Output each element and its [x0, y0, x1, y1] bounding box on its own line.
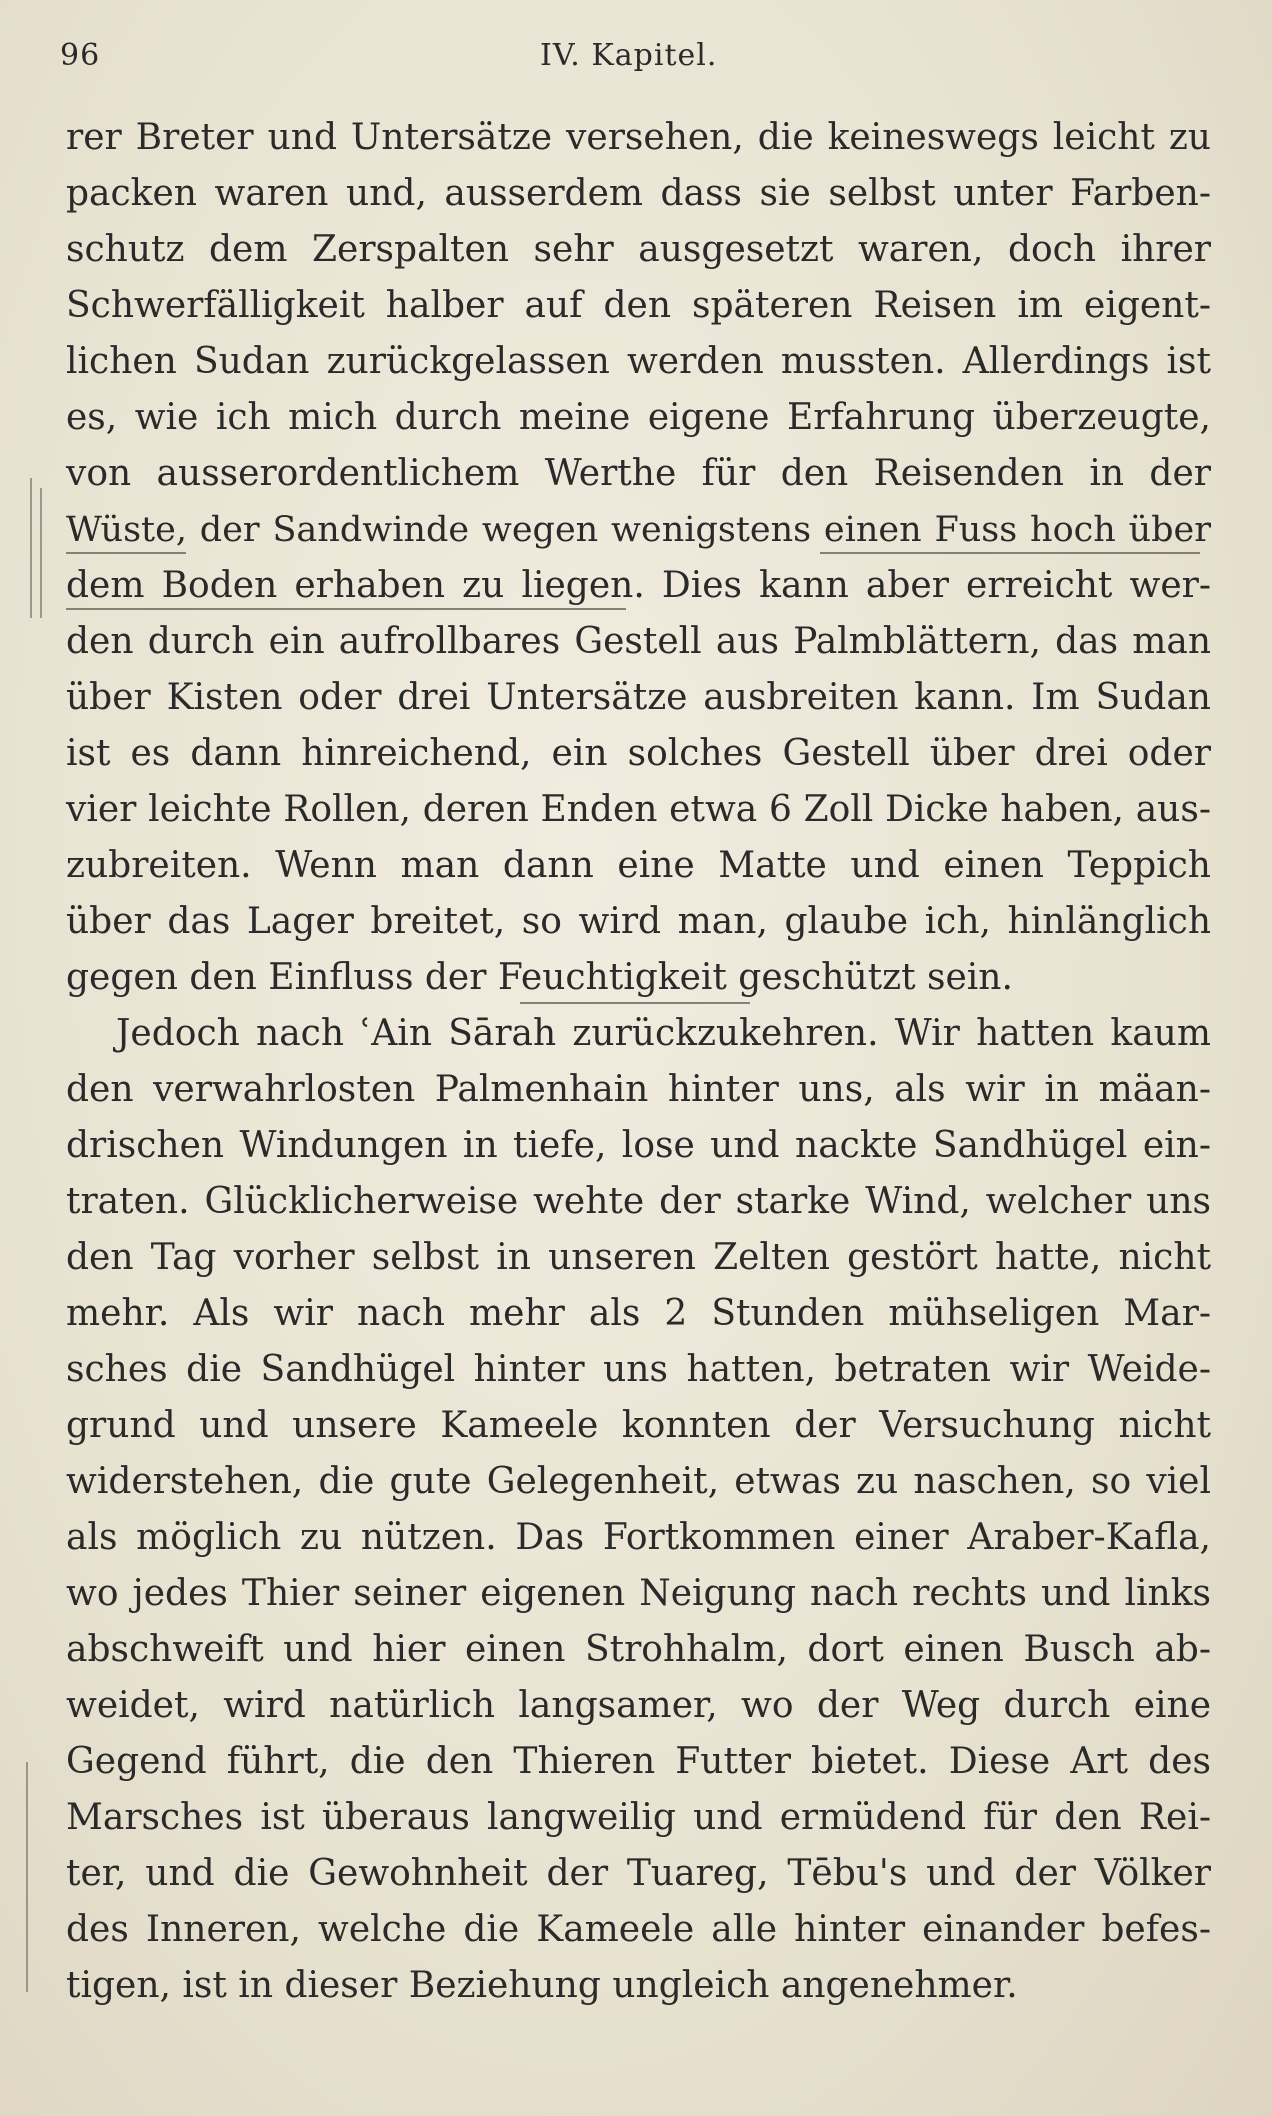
text-line: vier leichte Rollen, deren Enden etwa 6 Zoll Dicke haben, aus-: [66, 789, 1211, 830]
margin-pencil-mark: [26, 1762, 28, 1992]
text-line: mehr. Als wir nach mehr als 2 Stunden mühseligen Mar-: [66, 1293, 1211, 1334]
text-line: wo jedes Thier seiner eigenen Neigung nach rechts und links: [66, 1573, 1211, 1614]
text-line: über das Lager breitet, so wird man, glaube ich, hinlänglich: [66, 901, 1211, 942]
text-line: Schwerfälligkeit halber auf den späteren Reisen im eigent-: [66, 285, 1211, 326]
margin-pencil-mark: [30, 478, 32, 618]
text-line: Wüste, der Sandwinde wegen wenigstens einen Fuss hoch über: [66, 510, 1211, 550]
text-line: Marsches ist überaus langweilig und ermüdend für den Rei-: [66, 1797, 1211, 1838]
text-line: widerstehen, die gute Gelegenheit, etwas zu naschen, so viel: [66, 1461, 1211, 1502]
text-line: packen waren und, ausserdem dass sie selbst unter Farben-: [66, 173, 1211, 214]
text-line: traten. Glücklicherweise wehte der starke Wind, welcher uns: [66, 1181, 1211, 1222]
page-number: 96: [60, 38, 101, 73]
text-line: ter, und die Gewohnheit der Tuareg, Tēbu's und der Völker: [66, 1853, 1211, 1894]
text-line: sches die Sandhügel hinter uns hatten, betraten wir Weide-: [66, 1349, 1211, 1390]
text-line: weidet, wird natürlich langsamer, wo der Weg durch eine: [66, 1685, 1211, 1726]
text-line: es, wie ich mich durch meine eigene Erfahrung überzeugte,: [66, 397, 1211, 438]
text-line: schutz dem Zerspalten sehr ausgesetzt waren, doch ihrer: [66, 229, 1211, 270]
paragraph-start-line: Jedoch nach ʿAin Sārah zurückzukehren. Wir hatten kaum: [116, 1013, 1211, 1054]
text-line: lichen Sudan zurückgelassen werden mussten. Allerdings ist: [66, 341, 1211, 382]
text-line: abschweift und hier einen Strohhalm, dort einen Busch ab-: [66, 1629, 1211, 1670]
page-header: [60, 38, 1205, 86]
text-line: drischen Windungen in tiefe, lose und nackte Sandhügel ein-: [66, 1125, 1211, 1166]
text-line: rer Breter und Untersätze versehen, die keineswegs leicht zu: [66, 117, 1211, 158]
text-line: ist es dann hinreichend, ein solches Gestell über drei oder: [66, 733, 1211, 774]
text-line: den Tag vorher selbst in unseren Zelten gestört hatte, nicht: [66, 1237, 1211, 1278]
text-line: als möglich zu nützen. Das Fortkommen einer Araber-Kafla,: [66, 1517, 1211, 1558]
paragraph-end-line: gegen den Einfluss der Feuchtigkeit geschützt sein.: [66, 957, 1013, 998]
margin-pencil-mark: [40, 488, 42, 618]
text-line: über Kisten oder drei Untersätze ausbreiten kann. Im Sudan: [66, 677, 1211, 718]
body-text: [66, 110, 1211, 2014]
paragraph-end-line: tigen, ist in dieser Beziehung ungleich angenehmer.: [66, 1965, 1018, 2006]
text-line: zubreiten. Wenn man dann eine Matte und einen Teppich: [66, 845, 1211, 886]
running-head: IV. Kapitel.: [540, 38, 718, 73]
text-line: grund und unsere Kameele konnten der Versuchung nicht: [66, 1405, 1211, 1446]
text-line: dem Boden erhaben zu liegen. Dies kann aber erreicht wer-: [66, 565, 1211, 606]
text-line: den durch ein aufrollbares Gestell aus Palmblättern, das man: [66, 621, 1211, 662]
text-line: Gegend führt, die den Thieren Futter bietet. Diese Art des: [66, 1741, 1211, 1782]
text-line: von ausserordentlichem Werthe für den Reisenden in der: [66, 453, 1211, 494]
text-line: des Inneren, welche die Kameele alle hinter einander befes-: [66, 1909, 1211, 1950]
text-line: den verwahrlosten Palmenhain hinter uns, als wir in mäan-: [66, 1069, 1211, 1110]
